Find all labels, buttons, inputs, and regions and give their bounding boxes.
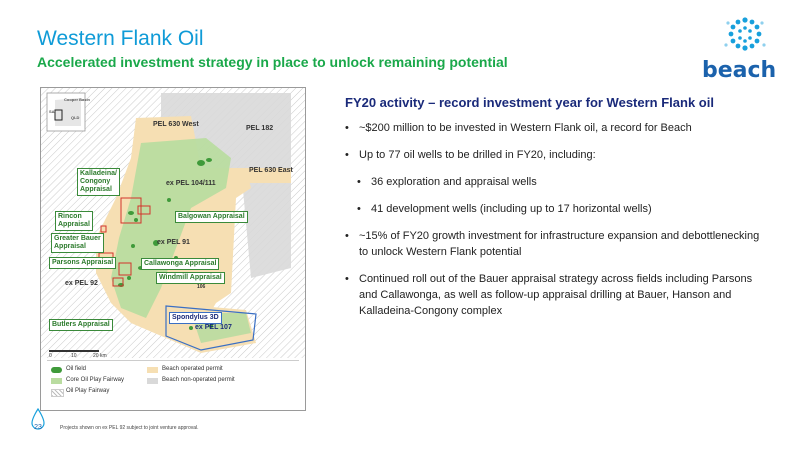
tag-butlers: Butlers Appraisal (49, 319, 113, 331)
legend-swatch-beachop (147, 367, 158, 373)
legend-core: Core Oil Play Fairway (66, 377, 125, 383)
bullet-text: ~$200 million to be invested in Western Flank oil, a record for Beach (359, 122, 692, 134)
bullet-text: 36 exploration and appraisal wells (371, 176, 537, 188)
scale-tick-10: 10 (71, 353, 77, 359)
tag-windmill: Windmill Appraisal (156, 272, 225, 284)
legend-swatch-oilfield (51, 367, 62, 373)
map-label-expel104: ex PEL 104/111 (166, 180, 216, 187)
inset-label-sa: SA (49, 109, 55, 114)
map-label-pel630e: PEL 630 East (249, 167, 293, 174)
page-subtitle: Accelerated investment strategy in place to unlock remaining potential (37, 54, 508, 70)
scale-tick-0: 0 (49, 353, 52, 359)
legend-swatch-nonop (147, 378, 158, 384)
bullet-text: Continued roll out of the Bauer appraisal strategy across fields including Parsons and Callawonga, as well as follow-up appraisal drilling at Bauer, Hanson and Kalladeina-Congony complex (359, 273, 753, 317)
legend-swatch-fairway (51, 389, 64, 397)
map-legend (47, 360, 299, 407)
legend-swatch-core (51, 378, 62, 384)
tag-balgowan: Balgowan Appraisal (175, 211, 248, 223)
legend-beachop: Beach operated permit (162, 366, 223, 372)
tag-callawonga: Callawonga Appraisal (141, 258, 219, 270)
bullet-list (345, 120, 765, 330)
tag-spondylus: Spondylus 3D (169, 312, 222, 324)
bullet-item: • ~15% of FY20 growth investment for infrastructure expansion and debottlenecking to unlock Western Flank potential (345, 230, 760, 258)
bullet-text: 41 development wells (including up to 17 horizontal wells) (371, 203, 652, 215)
footnote: Projects shown on ex PEL 92 subject to joint venture approval. (60, 425, 199, 431)
section-heading: FY20 activity – record investment year for Western Flank oil (345, 95, 714, 110)
inset-label-cooper: Cooper Basin (64, 97, 91, 102)
map-label-expel107: ex PEL 107 (195, 324, 232, 331)
tag-kalladeina: Kalladeina/ Congony Appraisal (77, 168, 120, 196)
legend-fairway: Oil Play Fairway (66, 388, 110, 394)
tag-parsons: Parsons Appraisal (49, 257, 116, 269)
bullet-text: Up to 77 oil wells to be drilled in FY20, including: (359, 149, 596, 161)
western-flank-map (40, 87, 306, 411)
map-label-expel92: ex PEL 92 (65, 280, 98, 287)
bullet-text: ~15% of FY20 growth investment for infrastructure expansion and debottlenecking to unlock Western Flank potential (359, 230, 760, 258)
sub-bullet-item: • 36 exploration and appraisal wells (357, 176, 537, 188)
bullet-item: • Continued roll out of the Bauer appraisal strategy across fields including Parsons and Callawonga, as well as follow-up appraisal drilling at Bauer, Hanson and Kalladeina-Congony complex (345, 273, 753, 317)
tag-greaterbauer: Greater Bauer Appraisal (51, 233, 104, 253)
legend-nonop: Beach non-operated permit (162, 377, 235, 383)
page-number: 23 (34, 424, 42, 431)
map-label-pel630w: PEL 630 West (153, 121, 199, 128)
sub-bullet-item: • 41 development wells (including up to 17 horizontal wells) (357, 203, 652, 215)
page-title: Western Flank Oil (37, 27, 204, 50)
inset-label-qld: QLD (71, 115, 80, 120)
bullet-item: • Up to 77 oil wells to be drilled in FY20, including: (345, 149, 596, 161)
map-label-106: 106 (197, 284, 206, 290)
beach-logo-text: beach (702, 58, 777, 83)
tag-rincon: Rincon Appraisal (55, 211, 93, 231)
map-label-pel182: PEL 182 (246, 125, 274, 132)
bullet-item: • ~$200 million to be invested in Western Flank oil, a record for Beach (345, 122, 692, 134)
legend-oilfield: Oil field (66, 366, 87, 372)
map-label-expel91: ex PEL 91 (157, 239, 190, 246)
scale-tick-20: 20 km (93, 353, 107, 359)
